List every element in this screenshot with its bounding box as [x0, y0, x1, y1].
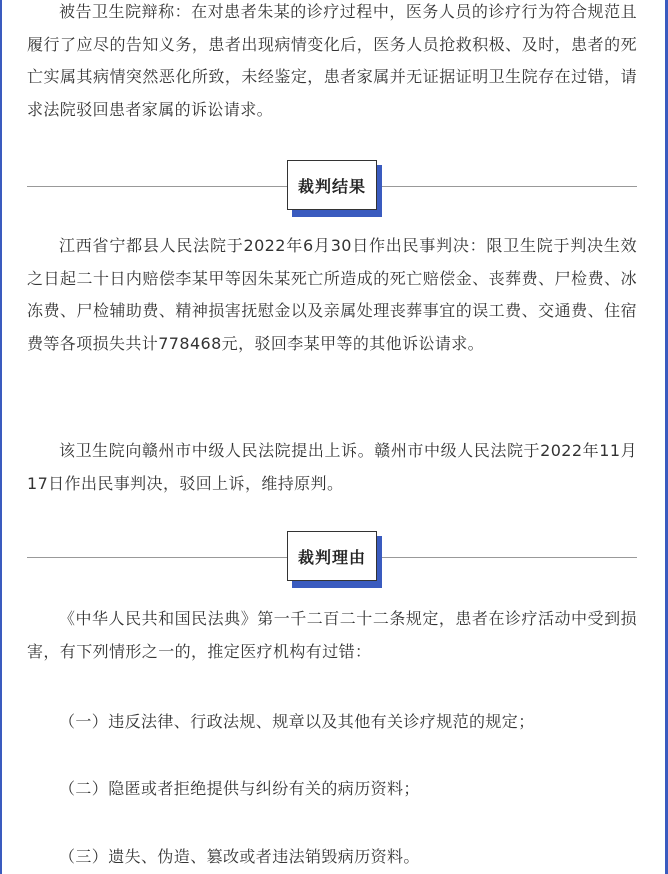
- section-title-reason: [27, 531, 637, 583]
- list-item: （一）违反法律、行政法规、规章以及其他有关诊疗规范的规定；: [59, 712, 535, 731]
- section-heading: 裁判结果: [287, 160, 377, 210]
- defense-paragraph: 被告卫生院辩称：在对患者朱某的诊疗过程中，医务人员的诊疗行为符合规范且履行了应尽的告知义务，患者出现病情变化后，医务人员抢救积极、及时，患者的死亡实属其病情突然恶化所致，未经鉴定，患者家属并无证据证明卫生院存在过错，请求法院驳回患者家属的诉讼请求。: [27, 2, 637, 119]
- civil-code-paragraph: 《中华人民共和国民法典》第一千二百二十二条规定，患者在诊疗活动中受到损害，有下列情形之一的，推定医疗机构有过错：: [27, 609, 637, 661]
- list-item: （二）隐匿或者拒绝提供与纠纷有关的病历资料；: [59, 779, 420, 798]
- left-border: [0, 0, 2, 874]
- appeal-paragraph: 该卫生院向赣州市中级人民法院提出上诉。赣州市中级人民法院于2022年11月17日作出民事判决，驳回上诉，维持原判。: [27, 441, 637, 493]
- section-heading: 裁判理由: [287, 531, 377, 581]
- list-item: （三）遗失、伪造、篡改或者违法销毁病历资料。: [59, 847, 420, 866]
- first-instance-paragraph: 江西省宁都县人民法院于2022年6月30日作出民事判决：限卫生院于判决生效之日起二十日内赔偿李某甲等因朱某死亡所造成的死亡赔偿金、丧葬费、尸检费、冰冻费、尸检辅助费、精神损害抚慰金以及亲属处理丧葬事宜的误工费、交通费、住宿费等各项损失共计778468元，驳回李某甲等的其他诉讼请求。: [27, 236, 637, 353]
- section-title-result: [27, 160, 637, 212]
